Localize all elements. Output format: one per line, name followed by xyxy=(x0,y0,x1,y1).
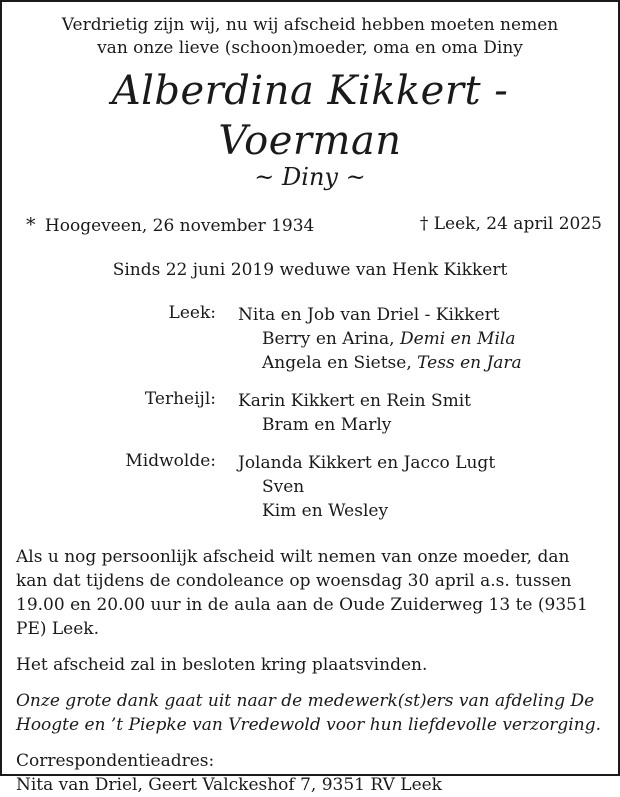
family-parents: Jolanda Kikkert en Jacco Lugt xyxy=(238,453,496,473)
family-group-midwolde xyxy=(16,451,604,523)
intro-line-1: Verdrietig zijn wij, nu wij afscheid hebben moeten nemen xyxy=(61,15,559,35)
child-names: Sven xyxy=(262,477,305,497)
family-child xyxy=(238,499,604,523)
birth-symbol: * xyxy=(26,214,36,236)
family-list xyxy=(16,303,604,523)
deceased-nickname: ~ Diny ~ xyxy=(254,163,366,191)
family-place: Leek: xyxy=(168,303,216,323)
family-place: Midwolde: xyxy=(125,451,216,471)
correspondence-address: Nita van Driel, Geert Valckeshof 7, 9351 RV Leek xyxy=(16,775,442,795)
family-parents: Karin Kikkert en Rein Smit xyxy=(238,391,472,411)
grandchildren-names: Tess en Jara xyxy=(417,353,522,373)
life-dates xyxy=(16,214,604,238)
intro-line-2: van onze lieve (schoon)moeder, oma en oma Diny xyxy=(97,38,523,58)
child-names: Berry en Arina, xyxy=(262,329,395,349)
family-child xyxy=(238,475,604,499)
family-group-terheijl xyxy=(16,389,604,437)
grandchildren-names: Demi en Mila xyxy=(399,329,516,349)
family-group-leek xyxy=(16,303,604,375)
family-child xyxy=(238,413,604,437)
intro-text xyxy=(16,14,604,60)
obituary-body xyxy=(16,545,604,797)
family-place: Terheijl: xyxy=(144,389,216,409)
family-child xyxy=(238,327,604,351)
child-names: Kim en Wesley xyxy=(262,501,389,521)
child-names: Angela en Sietse, xyxy=(262,353,412,373)
correspondence-label: Correspondentieadres: xyxy=(16,751,215,771)
condolence-paragraph: Als u nog persoonlijk afscheid wilt nemen van onze moeder, dan kan dat tijdens de condoleance op woensdag 30 april a.s. tussen 19.00 en 20.00 uur in de aula aan de Oude Zuiderweg 13 te (9351 PE) Leek. xyxy=(16,547,588,639)
correspondence-block xyxy=(16,749,604,797)
widow-line: Sinds 22 juni 2019 weduwe van Henk Kikkert xyxy=(112,259,508,280)
birth-date xyxy=(26,214,314,238)
thanks-paragraph: Onze grote dank gaat uit naar de medewerk(st)ers van afdeling De Hoogte en ’t Piepke van Vredewold voor hun liefdevolle verzorging. xyxy=(16,691,601,735)
deceased-name: Alberdina Kikkert - Voerman xyxy=(111,68,509,164)
child-names: Bram en Marly xyxy=(262,415,392,435)
death-date: † Leek, 24 april 2025 xyxy=(419,214,602,234)
family-parents: Nita en Job van Driel - Kikkert xyxy=(238,305,500,325)
family-child xyxy=(238,351,604,375)
birth-text: Hoogeveen, 26 november 1934 xyxy=(44,216,315,236)
private-farewell-paragraph: Het afscheid zal in besloten kring plaatsvinden. xyxy=(16,655,428,675)
